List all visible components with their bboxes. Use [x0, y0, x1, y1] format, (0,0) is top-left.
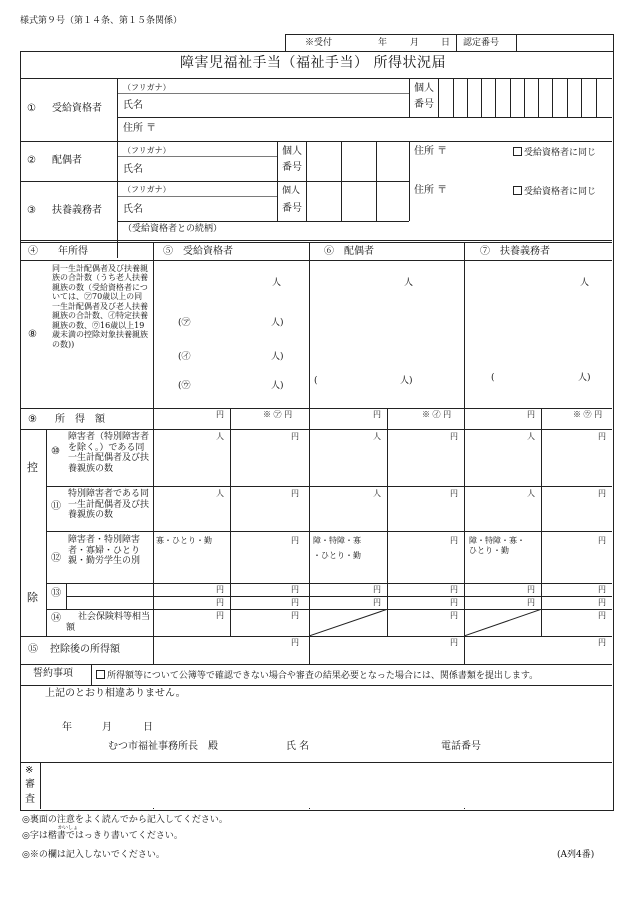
spouse-name-field[interactable]	[160, 159, 275, 177]
supporter-name-field[interactable]	[160, 199, 275, 217]
review-mark-2: 審	[25, 779, 35, 790]
row12-c6-yen: 円	[450, 536, 458, 545]
row10-c6-person: 人	[373, 432, 381, 441]
row14-c6-strike	[309, 609, 388, 636]
recipient-indno-2: 番号	[414, 99, 434, 110]
row12-c6-options-1: 障・特障・寡	[313, 536, 361, 545]
supporter-num: ③	[27, 205, 36, 216]
page-title: 障害児福祉手当（福祉手当） 所得状況届	[180, 55, 446, 71]
footnote-3: ◎※の欄は記入しないでください。	[22, 850, 165, 860]
row8-c6-paren-person: 人)	[400, 376, 413, 386]
row8-c5-person: 人	[272, 278, 282, 288]
row13a-c6b-yen: 円	[450, 585, 458, 594]
row13a-c5b-yen: 円	[291, 585, 299, 594]
recipient-address-field[interactable]	[170, 120, 605, 138]
recipient-individual-number-field[interactable]	[440, 80, 610, 116]
row10-c7-person: 人	[527, 432, 535, 441]
row13b-c5b-yen: 円	[291, 598, 299, 607]
supporter-same-label: 受給資格者に同じ	[524, 187, 597, 197]
row8-c7-person: 人	[580, 278, 590, 288]
addressee: むつ市福祉事務所長 殿	[108, 741, 218, 752]
row13a-c7b-yen: 円	[598, 585, 606, 594]
supporter-indno-1: 個人	[282, 186, 301, 196]
recipient-name-label: 氏名	[123, 100, 143, 111]
row14-c7b-yen: 円	[598, 611, 606, 620]
row12-c5-options: 寡・ひとり・勤	[156, 536, 212, 545]
supporter-name-label: 氏名	[123, 204, 143, 215]
row9-c6-yen: 円	[373, 410, 381, 419]
recipient-furigana-label: （フリガナ）	[123, 83, 171, 92]
row12-c7-options-1: 障・特障・寡・	[469, 536, 525, 545]
supporter-furigana-label: （フリガナ）	[123, 185, 171, 194]
col7-header: ⑦ 扶養義務者	[480, 246, 550, 257]
spouse-label: 配偶者	[52, 155, 82, 166]
declaration-day: 日	[143, 722, 153, 733]
row14-text: 社会保険料等相当額	[66, 612, 151, 633]
row9-label: 所 得 額	[55, 414, 105, 425]
row9-num: ⑨	[28, 414, 37, 425]
deduction-label-2: 除	[27, 591, 38, 604]
row11-c7-person: 人	[527, 489, 535, 498]
applicant-name-field[interactable]	[325, 738, 435, 754]
row9-c7-note: ※ ㋒ 円	[573, 410, 603, 419]
row10-c6-yen: 円	[450, 432, 458, 441]
spouse-indno-1: 個人	[282, 146, 302, 157]
row11-c6-yen: 円	[450, 489, 458, 498]
row8-c7-open: (	[491, 373, 495, 383]
row10-text: 障害者（特別障害者を除く。）である同一生計配偶者及び扶養親族の数	[68, 432, 150, 474]
row10-c5-person: 人	[216, 432, 224, 441]
row13b-c7-yen: 円	[527, 598, 535, 607]
row13b-c5-yen: 円	[216, 598, 224, 607]
phone-label: 電話番号	[441, 741, 481, 752]
pledge-label: 誓約事項	[33, 668, 73, 679]
row14-c6b-yen: 円	[450, 611, 458, 620]
row8-c5-a-mark: (㋐	[178, 318, 191, 328]
row11-num: ⑪	[51, 501, 61, 512]
phone-field[interactable]	[495, 738, 605, 754]
deduction-label-1: 控	[27, 461, 38, 474]
received-day: 日	[441, 38, 451, 48]
spouse-name-label: 氏名	[123, 164, 143, 175]
declaration-year: 年	[62, 722, 72, 733]
recipient-name-field[interactable]	[160, 96, 405, 114]
row13b-c6-yen: 円	[373, 598, 381, 607]
pledge-text: 所得額等について公簿等で確認できない場合や審査の結果必要となった場合には、関係書類を提出します。	[107, 671, 539, 681]
row15-c7-yen: 円	[598, 638, 606, 647]
supporter-relation-label: （受給資格者との続柄）	[123, 224, 223, 234]
recipient-label: 受給資格者	[52, 103, 102, 114]
pledge-checkbox[interactable]	[96, 670, 538, 681]
row8-text: 同一生計配偶者及び扶養親族の合計数（うち老人扶養親族の数（受給資格者については、㋐70歳以上の同一生計配偶者及び老人扶養親族の合計数、㋑特定扶養親族の数、㋒16歳以上19歳未満の控除対象扶養親族の数))	[52, 264, 148, 349]
row8-c7-paren-person: 人)	[578, 373, 591, 383]
row8-c5-i-person: 人)	[271, 352, 284, 362]
row12-c6-options-2: ・ひとり・勤	[313, 551, 361, 560]
footnote-2: ◎字は楷書ではっきり書いてください。	[22, 831, 183, 841]
declaration-month: 月	[102, 722, 112, 733]
row11-c5-yen: 円	[291, 489, 299, 498]
supporter-indno-2: 番号	[282, 203, 302, 214]
row12-c7-options-2: ひとり・勤	[469, 546, 509, 555]
col6-header: ⑥ 配偶者	[324, 246, 374, 257]
spouse-same-label: 受給資格者に同じ	[524, 148, 597, 158]
row13b-c6b-yen: 円	[450, 598, 458, 607]
row14-c7-strike	[464, 609, 542, 636]
row12-c7-yen: 円	[598, 536, 606, 545]
row9-c7-yen: 円	[527, 410, 535, 419]
row13b-c7b-yen: 円	[598, 598, 606, 607]
supporter-label: 扶養義務者	[52, 205, 102, 216]
supporter-individual-number-field[interactable]	[308, 183, 407, 219]
review-mark-3: 査	[25, 794, 35, 805]
applicant-name-label: 氏 名	[286, 741, 310, 752]
row8-c6-open: (	[314, 376, 318, 386]
row8-c6-person: 人	[404, 278, 414, 288]
row13-num: ⑬	[51, 588, 61, 599]
row13a-c5-yen: 円	[216, 585, 224, 594]
row15-c5-yen: 円	[291, 638, 299, 647]
row9-c6-note: ※ ㋑ 円	[422, 410, 452, 419]
spouse-address-label: 住所 〒	[414, 146, 448, 157]
row12-num: ⑫	[51, 553, 61, 564]
col4-header: ④ 年所得	[28, 246, 88, 257]
received-label: ※受付	[305, 38, 333, 48]
recipient-address-label: 住所 〒	[123, 123, 157, 134]
spouse-same-checkbox[interactable]	[513, 147, 596, 158]
row15-num: ⑮	[28, 644, 38, 655]
row8-c5-u-person: 人)	[271, 381, 284, 391]
row14-c5-yen: 円	[216, 611, 224, 620]
received-month: 月	[410, 38, 420, 48]
row8-c5-a-person: 人)	[271, 318, 284, 328]
row14-c5b-yen: 円	[291, 611, 299, 620]
row8-c5-u-mark: (㋒	[178, 381, 191, 391]
spouse-furigana-label: （フリガナ）	[123, 146, 171, 155]
row10-num: ⑩	[51, 446, 60, 457]
row11-c5-person: 人	[216, 489, 224, 498]
cert-number-field[interactable]	[518, 36, 610, 48]
paper-size: (A列4番)	[557, 850, 595, 860]
col5-header: ⑤ 受給資格者	[163, 246, 233, 257]
cert-number-label: 認定番号	[463, 38, 500, 48]
row11-c7-yen: 円	[598, 489, 606, 498]
row10-c5-yen: 円	[291, 432, 299, 441]
row11-text: 特別障害者である同一生計配偶者及び扶養親族の数	[68, 489, 150, 521]
recipient-indno-1: 個人	[414, 83, 434, 94]
supporter-address-label: 住所 〒	[414, 185, 448, 196]
footnote-1: ◎裏面の注意をよく読んでから記入してください。	[22, 815, 228, 825]
received-year: 年	[378, 38, 388, 48]
row8-num: ⑧	[28, 329, 37, 340]
row12-c5-yen: 円	[291, 536, 299, 545]
row14-num: ⑭	[51, 613, 61, 624]
declaration-text: 上記のとおり相違ありません。	[45, 688, 186, 699]
review-mark-1: ※	[25, 765, 34, 776]
row9-c5-yen: 円	[216, 410, 224, 419]
row8-c5-i-mark: (㋑	[178, 352, 191, 362]
ruby-kaisho: かいしょ	[58, 825, 79, 831]
spouse-num: ②	[27, 155, 36, 166]
form-number: 様式第９号（第１４条、第１５条関係）	[20, 16, 183, 26]
row10-c7-yen: 円	[598, 432, 606, 441]
row9-c5-note: ※ ㋐ 円	[263, 410, 293, 419]
row15-label: 控除後の所得額	[50, 644, 120, 655]
row12-text: 障害者・特別障害者・寡婦・ひとり親・勤労学生の別	[68, 535, 141, 567]
supporter-same-checkbox[interactable]	[513, 186, 596, 197]
row13a-c7-yen: 円	[527, 585, 535, 594]
spouse-indno-2: 番号	[282, 162, 302, 173]
row15-c6-yen: 円	[450, 638, 458, 647]
row11-c6-person: 人	[373, 489, 381, 498]
row13a-c6-yen: 円	[373, 585, 381, 594]
recipient-num: ①	[27, 103, 36, 114]
spouse-individual-number-field[interactable]	[308, 143, 407, 179]
